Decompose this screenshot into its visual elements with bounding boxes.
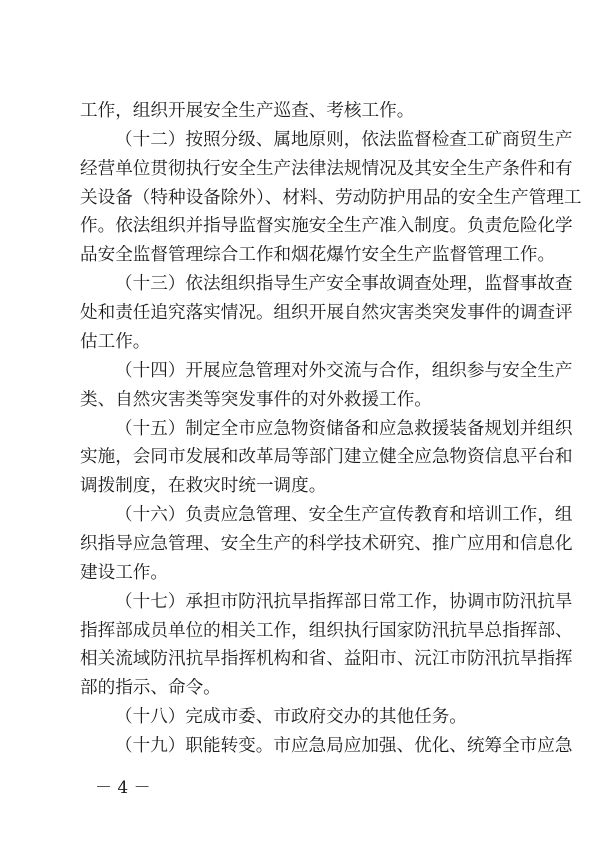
text-line: 作。依法组织并指导监督实施安全生产准入制度。负责危险化学 <box>80 216 573 236</box>
text-line: 类、自然灾害类等突发事件的对外救援工作。 <box>80 390 432 410</box>
text-line: 品安全监督管理综合工作和烟花爆竹安全生产监督管理工作。 <box>80 245 556 265</box>
paragraph-first-line: （十六）负责应急管理、安全生产宣传教育和培训工作，组 <box>115 505 573 525</box>
text-line: 建设工作。 <box>80 563 168 583</box>
text-line: 工作，组织开展安全生产巡查、考核工作。 <box>80 101 415 121</box>
text-line: 实施，会同市发展和改革局等部门建立健全应急物资信息平台和 <box>80 447 573 467</box>
paragraph-first-line: （十二）按照分级、属地原则，依法监督检查工矿商贸生产 <box>115 130 573 150</box>
text-line: 调拨制度，在救灾时统一调度。 <box>80 476 327 496</box>
text-line: 织指导应急管理、安全生产的科学技术研究、推广应用和信息化 <box>80 534 573 554</box>
paragraph-first-line: （十七）承担市防汛抗旱指挥部日常工作，协调市防汛抗旱 <box>115 592 573 612</box>
page-number: － 4 － <box>95 778 151 798</box>
text-line: 估工作。 <box>80 332 151 352</box>
text-line: 相关流域防汛抗旱指挥机构和省、益阳市、沅江市防汛抗旱指挥 <box>80 649 573 669</box>
paragraph-first-line: （十九）职能转变。市应急局应加强、优化、统筹全市应急 <box>115 736 573 756</box>
text-line: 处和责任追究落实情况。组织开展自然灾害类突发事件的调查评 <box>80 303 573 323</box>
text-line: 经营单位贯彻执行安全生产法律法规情况及其安全生产条件和有 <box>80 159 573 179</box>
paragraph-first-line: （十八）完成市委、市政府交办的其他任务。 <box>115 707 467 727</box>
paragraph-first-line: （十五）制定全市应急物资储备和应急救援装备规划并组织 <box>115 419 573 439</box>
text-line: 指挥部成员单位的相关工作，组织执行国家防汛抗旱总指挥部、 <box>80 621 573 641</box>
text-line: 关设备（特种设备除外）、材料、劳动防护用品的安全生产管理工 <box>80 188 582 208</box>
paragraph-first-line: （十四）开展应急管理对外交流与合作，组织参与安全生产 <box>115 361 573 381</box>
text-line: 部的指示、命令。 <box>80 678 221 698</box>
paragraph-first-line: （十三）依法组织指导生产安全事故调查处理，监督事故查 <box>115 274 573 294</box>
